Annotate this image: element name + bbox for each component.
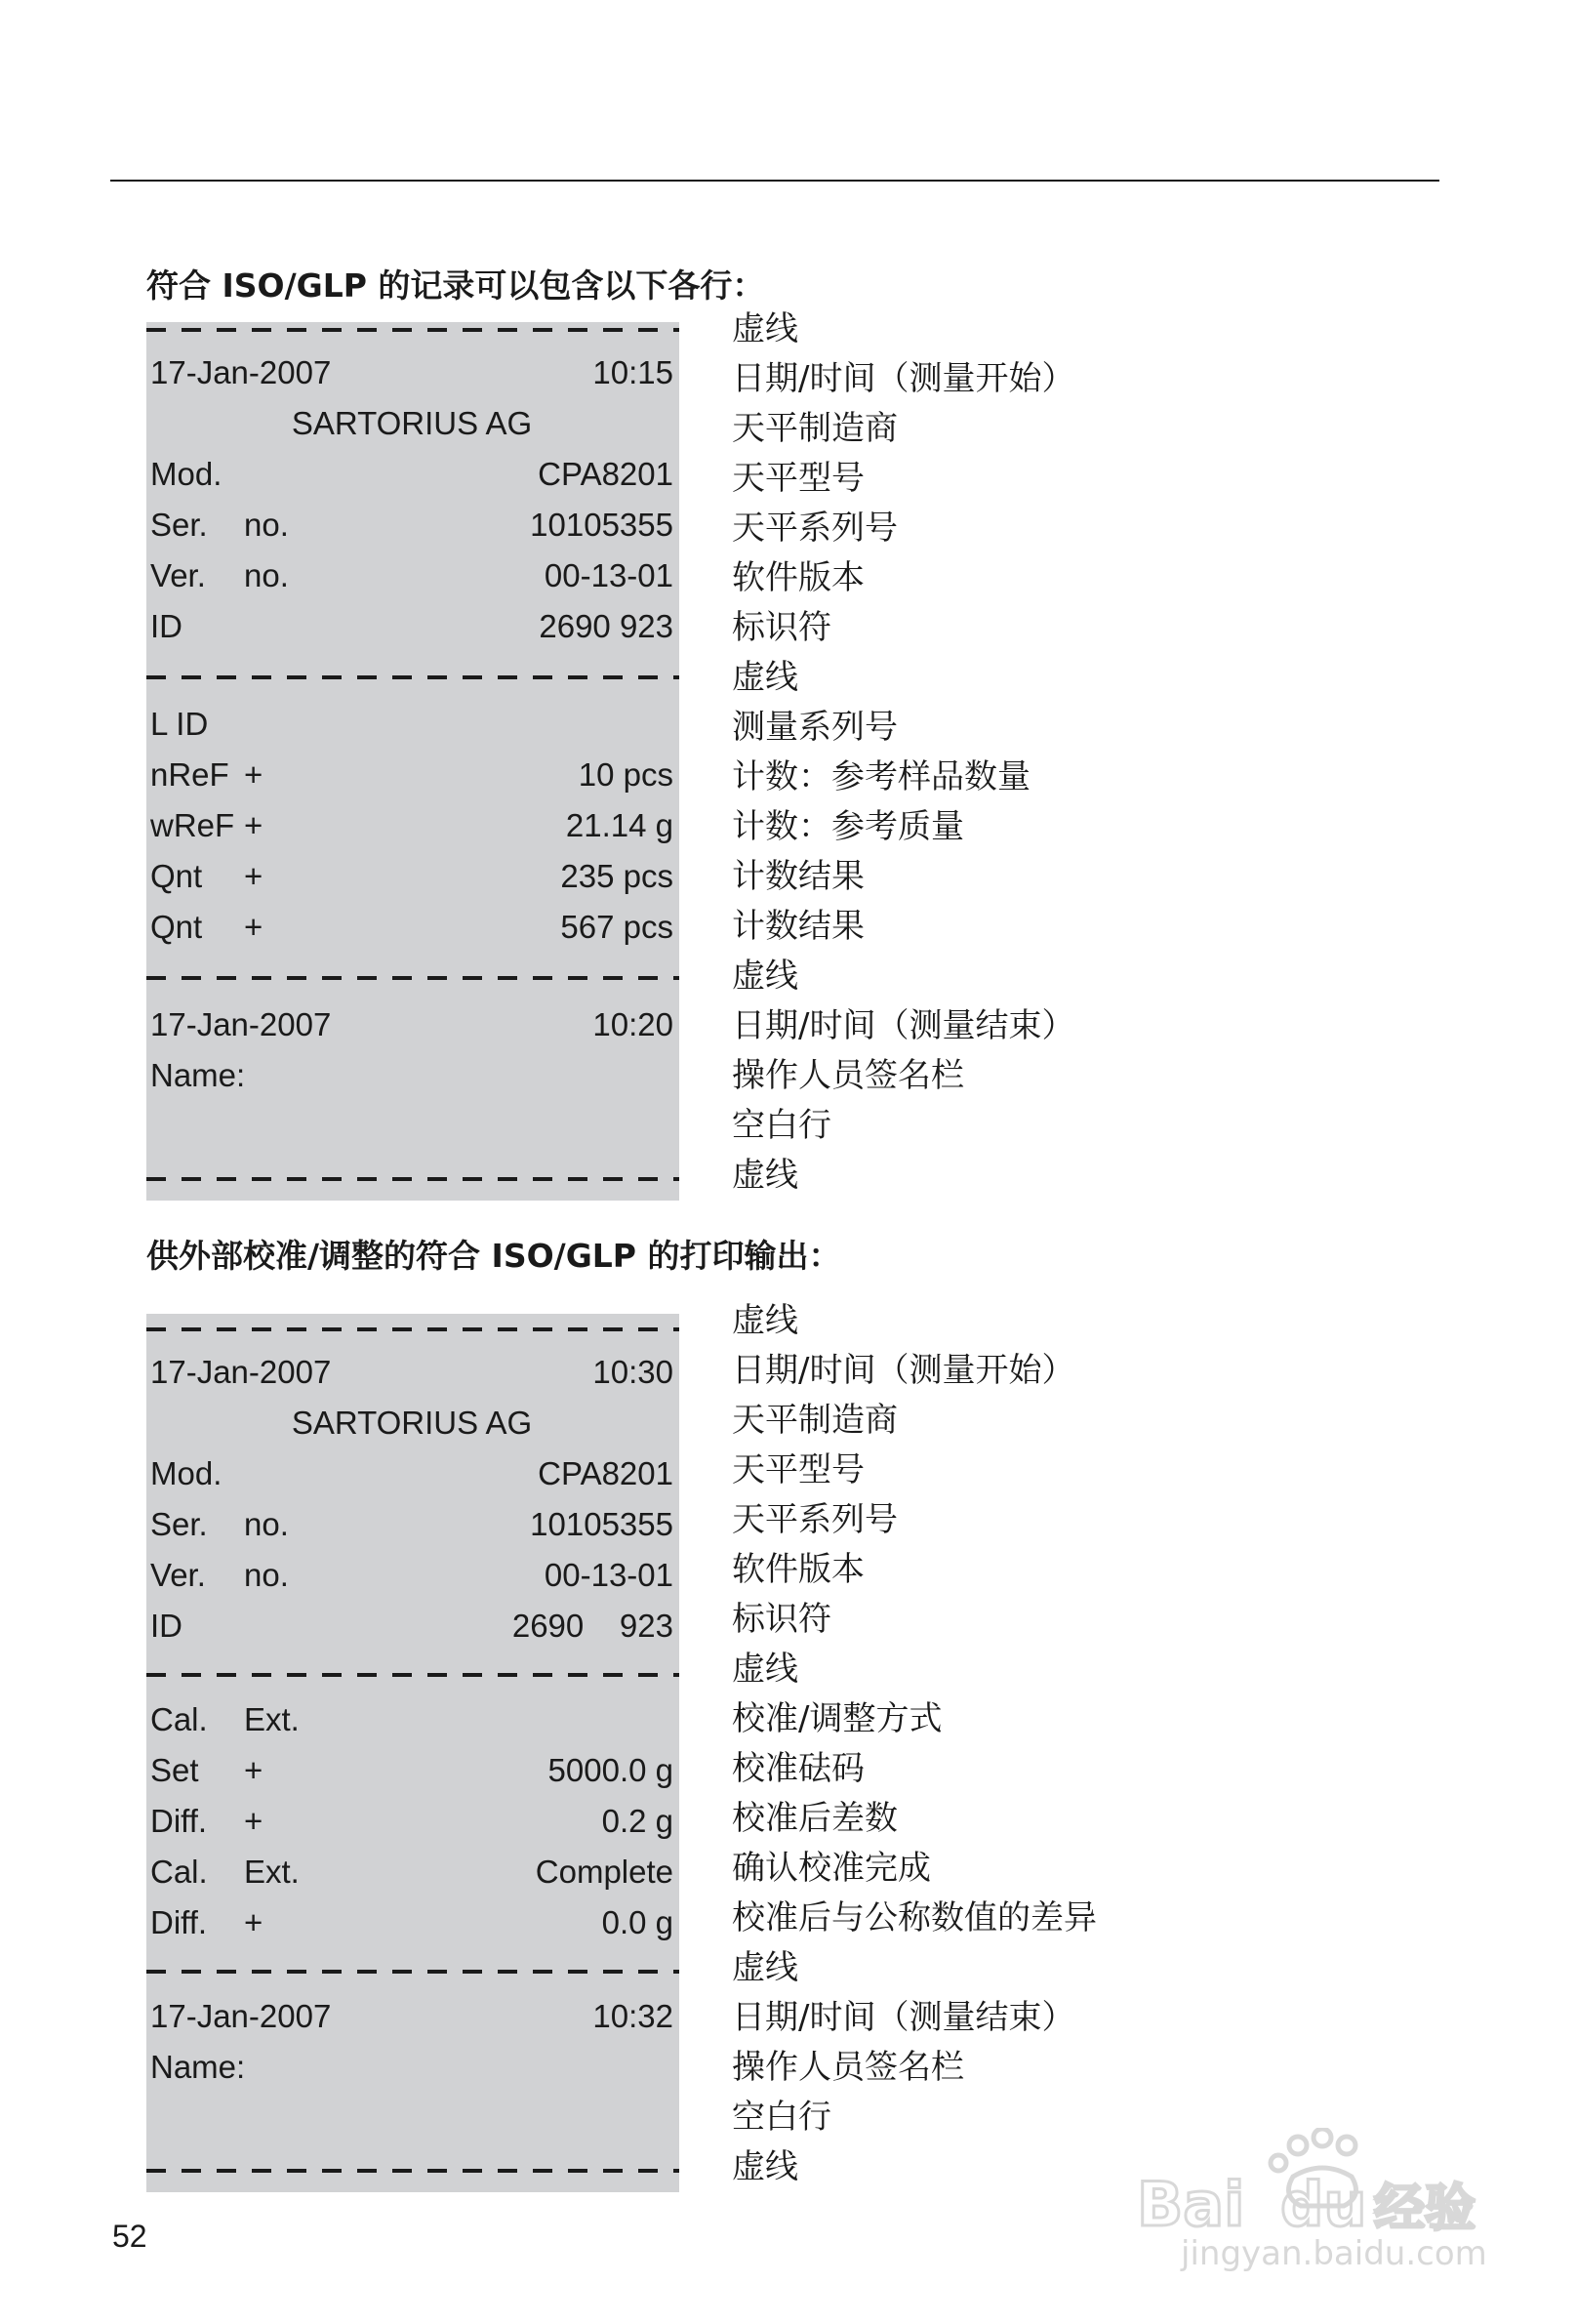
row-description: 校准后与公称数值的差异 — [732, 1898, 1097, 1937]
row-description: 软件版本 — [732, 558, 865, 597]
printout-row: Mod. CPA8201 — [150, 1455, 673, 1491]
row-description: 虚线 — [732, 2147, 798, 2186]
dashed-line — [146, 328, 679, 332]
printout-row: Qnt + 567 pcs — [150, 909, 673, 945]
dashed-line — [146, 976, 679, 980]
row-description: 校准后差数 — [732, 1799, 898, 1838]
svg-text:jingyan.baidu.com: jingyan.baidu.com — [1181, 2234, 1487, 2273]
row-description: 标识符 — [732, 608, 831, 647]
row-description: 天平型号 — [732, 1450, 865, 1489]
dashed-line — [146, 675, 679, 679]
printout-row: Diff. + 0.0 g — [150, 1904, 673, 1940]
row-description: 日期/时间（测量结束） — [732, 1006, 1075, 1045]
printout-row: Ver. no. 00-13-01 — [150, 557, 673, 593]
dashed-line — [146, 1327, 679, 1331]
printout-row: wReF + 21.14 g — [150, 807, 673, 843]
row-description: 日期/时间（测量开始） — [732, 1351, 1075, 1390]
printout-row: Diff. + 0.2 g — [150, 1803, 673, 1839]
row-description: 计数结果 — [732, 907, 865, 946]
printout-row: Qnt + 235 pcs — [150, 858, 673, 894]
row-description: 标识符 — [732, 1600, 831, 1639]
row-description: 虚线 — [732, 1301, 798, 1340]
row-description: 虚线 — [732, 1948, 798, 1987]
row-description: 虚线 — [732, 1650, 798, 1689]
row-description: 虚线 — [732, 309, 798, 348]
row-description: 计数：参考样品数量 — [732, 757, 1031, 796]
printout-row: SARTORIUS AG — [291, 405, 533, 441]
row-description: 日期/时间（测量结束） — [732, 1998, 1075, 2037]
printout-row: Ver. no. 00-13-01 — [150, 1557, 673, 1593]
row-description: 虚线 — [732, 658, 798, 697]
printout-row: 17-Jan-2007 10:20 — [150, 1006, 673, 1042]
printout-row: L ID — [150, 706, 209, 742]
dashed-line — [146, 1970, 679, 1974]
svg-text:Bai: Bai — [1137, 2169, 1245, 2240]
row-description: 操作人员签名栏 — [732, 2048, 964, 2087]
row-description: 虚线 — [732, 1156, 798, 1195]
section1-heading: 符合 ISO/GLP 的记录可以包含以下各行： — [146, 266, 765, 305]
top-rule — [110, 180, 1439, 182]
dashed-line — [146, 1177, 679, 1181]
row-description: 确认校准完成 — [732, 1849, 931, 1888]
row-description: 校准砝码 — [732, 1749, 865, 1788]
svg-text:经验: 经验 — [1374, 2180, 1476, 2238]
printout-row: Mod. CPA8201 — [150, 456, 673, 492]
row-description: 计数结果 — [732, 857, 865, 896]
row-description: 天平系列号 — [732, 1500, 898, 1539]
row-description: 天平制造商 — [732, 409, 898, 448]
row-description: 软件版本 — [732, 1550, 865, 1589]
dashed-line — [146, 2169, 679, 2173]
row-description: 计数：参考质量 — [732, 807, 964, 846]
printout-row: Cal. Ext. Complete — [150, 1854, 673, 1890]
printout-row: Name: — [150, 1057, 246, 1093]
printout-box-1 — [146, 322, 679, 1201]
printout-row: ID 2690 923 — [150, 608, 673, 644]
row-description: 空白行 — [732, 1106, 831, 1145]
printout-row: ID 2690 923 — [150, 1608, 673, 1644]
printout-row: 17-Jan-2007 10:32 — [150, 1998, 673, 2034]
svg-text:du: du — [1280, 2169, 1367, 2240]
printout-row: Name: — [150, 2049, 246, 2085]
printout-box-2 — [146, 1314, 679, 2192]
dashed-line — [146, 1673, 679, 1677]
row-description: 校准/调整方式 — [732, 1699, 943, 1738]
section2-heading: 供外部校准/调整的符合 ISO/GLP 的打印输出： — [146, 1237, 841, 1275]
printout-row: 17-Jan-2007 10:15 — [150, 354, 673, 390]
baidu-watermark-logo — [1132, 2128, 1532, 2274]
row-description: 天平系列号 — [732, 509, 898, 548]
row-description: 测量系列号 — [732, 708, 898, 747]
row-description: 日期/时间（测量开始） — [732, 359, 1075, 398]
printout-row: nReF + 10 pcs — [150, 756, 673, 793]
row-description: 空白行 — [732, 2098, 831, 2137]
printout-row: Cal. Ext. — [150, 1701, 300, 1737]
printout-row: 17-Jan-2007 10:30 — [150, 1354, 673, 1390]
printout-row: Ser. no. 10105355 — [150, 507, 673, 543]
page-number: 52 — [112, 2219, 147, 2254]
row-description: 操作人员签名栏 — [732, 1056, 964, 1095]
printout-row: Set + 5000.0 g — [150, 1752, 673, 1788]
row-description: 虚线 — [732, 957, 798, 996]
printout-row: Ser. no. 10105355 — [150, 1506, 673, 1542]
row-description: 天平型号 — [732, 459, 865, 498]
row-description: 天平制造商 — [732, 1401, 898, 1440]
printout-row: SARTORIUS AG — [291, 1405, 533, 1441]
